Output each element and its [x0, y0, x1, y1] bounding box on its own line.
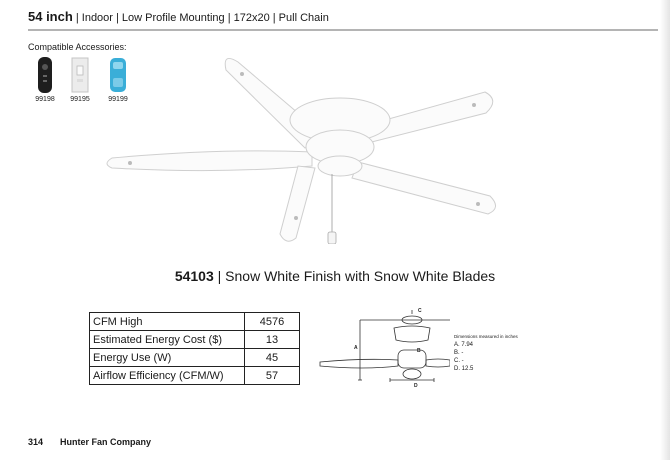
page-number: 314: [28, 437, 44, 447]
company-name: Hunter Fan Company: [60, 437, 152, 447]
fan-details: | Indoor | Low Profile Mounting | 172x20 | Pull Chain: [72, 12, 329, 24]
dimension-list: [454, 333, 518, 373]
spec-value: 57: [245, 367, 300, 385]
spec-label: Energy Use (W): [90, 349, 245, 367]
fan-size: 54 inch: [28, 9, 73, 24]
table-row: [90, 349, 300, 367]
table-row: [90, 313, 300, 331]
accessory-99198: [30, 56, 60, 103]
table-row: [90, 331, 300, 349]
product-caption: [0, 268, 670, 284]
dimension-label-c: C: [418, 308, 422, 314]
accessories-title: Compatible Accessories:: [28, 42, 127, 52]
dimension-label-d: D: [414, 383, 418, 389]
dimension-list-title: Dimensions measured in inches: [454, 334, 518, 339]
dimension-item: A. 7.94: [454, 342, 474, 348]
accessory-99195: [65, 56, 95, 103]
wall-control-icon: [70, 56, 90, 94]
dimension-item: C. -: [454, 358, 464, 364]
page-header: [28, 9, 329, 24]
dimension-item: B. -: [454, 350, 464, 356]
model-number: 54103: [174, 268, 214, 284]
ceiling-fan-image: [100, 48, 500, 244]
dimension-item: D. 12.5: [454, 366, 474, 372]
spec-value: 45: [245, 349, 300, 367]
accessory-code: 99195: [70, 96, 90, 103]
spec-value: 4576: [245, 313, 300, 331]
table-row: [90, 367, 300, 385]
dimension-label-b: B: [417, 348, 421, 354]
dimension-diagram: [314, 306, 450, 390]
page-edge-shadow: [660, 0, 670, 460]
header-rule: [28, 29, 658, 31]
spec-label: CFM High: [90, 313, 245, 331]
accessory-code: 99198: [35, 96, 55, 103]
spec-label: Airflow Efficiency (CFM/W): [90, 367, 245, 385]
spec-label: Estimated Energy Cost ($): [90, 331, 245, 349]
specs-table: [89, 312, 300, 385]
spec-value: 13: [245, 331, 300, 349]
finish-description: | Snow White Finish with Snow White Blades: [213, 268, 496, 284]
remote-icon: [36, 56, 54, 94]
accessory-code: 99199: [108, 96, 128, 103]
dimension-label-a: A: [354, 345, 358, 351]
